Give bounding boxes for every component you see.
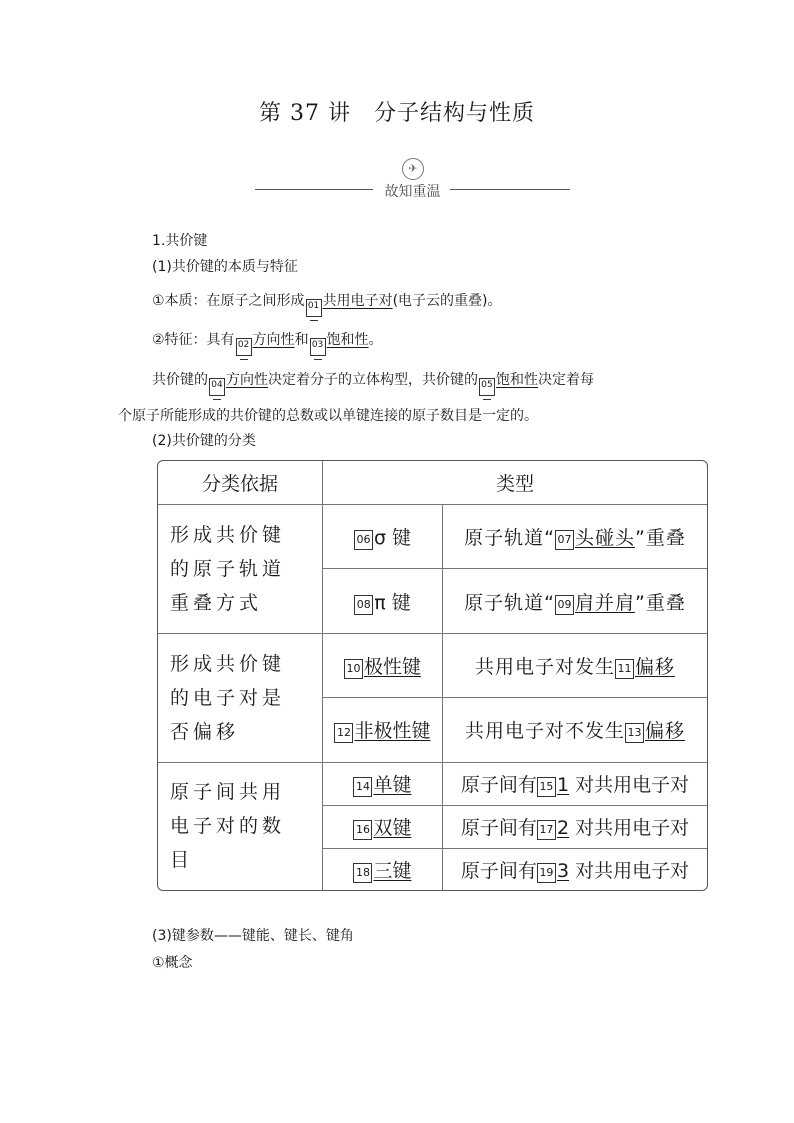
essence-prefix: ①本质：在原子之间形成 xyxy=(152,293,305,309)
type-answer: 双键 xyxy=(373,817,412,839)
feature-prefix: ②特征：具有 xyxy=(152,332,235,348)
heading-bond-parameters: (3)键参数——键能、键长、键角 xyxy=(152,928,354,944)
para-text: 决定着分子的立体构型，共价键的 xyxy=(268,372,478,388)
type-answer: 单键 xyxy=(373,774,412,796)
type-cell xyxy=(323,806,443,849)
feature-mid: 和 xyxy=(294,332,309,348)
table-row xyxy=(158,505,707,569)
blank-number: 11 xyxy=(615,659,634,679)
table-row xyxy=(158,763,707,806)
description-cell xyxy=(443,849,707,891)
feature-suffix: 。 xyxy=(368,332,383,348)
header-type: 类型 xyxy=(323,461,707,505)
answer-text: 偏移 xyxy=(645,720,686,743)
description-cell xyxy=(443,698,707,762)
paragraph-line-1 xyxy=(152,370,594,396)
blank-number: 14 xyxy=(353,777,372,797)
blank-number: 08 xyxy=(354,595,373,615)
desc-text: 原子轨道“ xyxy=(464,591,555,614)
answer-text: 方向性 xyxy=(226,372,268,388)
desc-text: 共用电子对不发生 xyxy=(464,720,625,743)
basis-cell xyxy=(158,763,323,891)
basis-line: 目 xyxy=(170,849,194,872)
answer-text: 共用电子对 xyxy=(322,293,393,309)
page-title: 第 37 讲 分子结构与性质 xyxy=(259,101,535,126)
desc-text: 原子间有 xyxy=(460,817,537,839)
heading-covalent-bond: 1.共价键 xyxy=(152,233,208,249)
essence-line xyxy=(152,291,502,317)
description-cell xyxy=(443,763,707,806)
answer-text: 肩并肩 xyxy=(574,591,635,614)
blank-number: 05 xyxy=(479,378,495,396)
description-cell xyxy=(443,634,707,698)
blank-number: 15 xyxy=(537,777,556,797)
type-answer: σ 键 xyxy=(373,527,412,550)
blank-number: 12 xyxy=(334,723,353,743)
classification-table xyxy=(157,460,708,891)
desc-text: 对共用电子对 xyxy=(569,774,690,796)
desc-text: 对共用电子对 xyxy=(569,859,690,882)
table-header-row xyxy=(158,461,707,505)
paragraph-line-2: 个原子所能形成的共价键的总数或以单键连接的原子数目是一定的。 xyxy=(118,408,538,424)
basis-line: 形成共价键 xyxy=(170,652,286,675)
answer-text: 偏移 xyxy=(635,655,676,678)
basis-line: 电子对的数 xyxy=(170,815,286,838)
type-cell xyxy=(323,569,443,633)
para-text: 决定着每 xyxy=(538,372,594,388)
paper-plane-icon: ✈ xyxy=(402,158,424,180)
blank-number: 18 xyxy=(353,863,372,883)
answer-text: 饱和性 xyxy=(496,372,538,388)
blank-number: 13 xyxy=(625,723,644,743)
answer-text: 3 xyxy=(556,859,570,882)
blank-number: 10 xyxy=(344,659,363,679)
desc-text: 原子轨道“ xyxy=(464,527,555,550)
desc-text: 对共用电子对 xyxy=(569,817,690,839)
section-banner xyxy=(255,158,570,198)
subheading-nature: (1)共价键的本质与特征 xyxy=(152,259,298,275)
basis-line: 形成共价键 xyxy=(170,523,286,546)
blank-number: 04 xyxy=(209,378,225,396)
desc-text: ”重叠 xyxy=(635,527,686,550)
type-cell xyxy=(323,505,443,569)
answer-text: 饱和性 xyxy=(326,332,369,348)
blank-number: 19 xyxy=(537,863,556,883)
basis-line: 重叠方式 xyxy=(170,591,263,614)
desc-text: 原子间有 xyxy=(460,774,537,796)
essence-suffix: (电子云的重叠)。 xyxy=(392,293,502,309)
blank-number: 17 xyxy=(537,820,556,840)
blank-number: 06 xyxy=(354,530,373,550)
basis-cell xyxy=(158,505,323,634)
type-cell xyxy=(323,634,443,698)
blank-number: 02 xyxy=(236,338,252,356)
type-answer: 非极性键 xyxy=(354,720,431,743)
header-basis: 分类依据 xyxy=(158,461,323,505)
blank-number: 16 xyxy=(353,820,372,840)
para-text: 共价键的 xyxy=(152,372,208,388)
table-row xyxy=(158,634,707,698)
type-answer: π 键 xyxy=(374,591,411,614)
description-cell xyxy=(443,806,707,849)
type-answer: 三键 xyxy=(373,859,412,882)
type-cell xyxy=(323,849,443,891)
basis-line: 否偏移 xyxy=(170,720,240,743)
answer-text: 方向性 xyxy=(252,332,295,348)
subheading-concept: ①概念 xyxy=(152,955,193,971)
type-answer: 极性键 xyxy=(363,655,421,678)
desc-text: 共用电子对发生 xyxy=(474,655,615,678)
answer-text: 2 xyxy=(556,817,570,839)
subheading-classification: (2)共价键的分类 xyxy=(152,433,256,449)
blank-number: 03 xyxy=(310,338,326,356)
answer-text: 头碰头 xyxy=(574,527,635,550)
basis-line: 的电子对是 xyxy=(170,686,286,709)
feature-line xyxy=(152,330,383,356)
desc-text: 原子间有 xyxy=(460,859,537,882)
basis-cell xyxy=(158,634,323,763)
basis-line: 原子间共用 xyxy=(170,781,286,804)
desc-text: ”重叠 xyxy=(635,591,686,614)
basis-line: 的原子轨道 xyxy=(170,557,286,580)
blank-number: 07 xyxy=(555,530,574,550)
blank-number: 01 xyxy=(306,299,322,317)
description-cell xyxy=(443,505,707,569)
banner-divider-right xyxy=(450,189,570,190)
blank-number: 09 xyxy=(555,595,574,615)
answer-text: 1 xyxy=(556,774,570,796)
description-cell xyxy=(443,569,707,633)
banner-label: 故知重温 xyxy=(384,184,441,200)
type-cell xyxy=(323,763,443,806)
type-cell xyxy=(323,698,443,762)
